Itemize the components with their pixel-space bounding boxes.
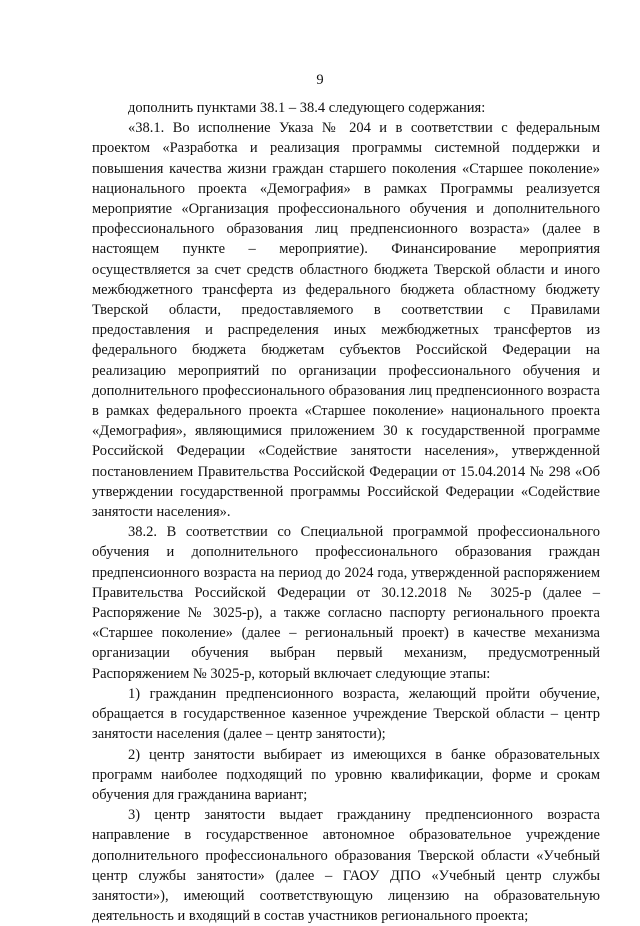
paragraph-intro: дополнить пунктами 38.1 – 38.4 следующего содержания: [128,100,486,116]
list-item-2: 2) центр занятости выбирает из имеющихся в банке образовательных программ наиболее подходящий по уровню квалификации, форме и срокам обучения для гражданина вариант; [92,746,600,803]
page-number: 9 [316,72,324,88]
paragraph-38-2: 38.2. В соответствии со Специальной программой профессионального обучения и дополнительного профессионального образования граждан предпенсионного возраста на период до 2024 года, утвержденной распоряжением Правительства Российской Федерации от 30.12.2018 № 3025-р (далее – Распоряжение № 3025-р), а также согласно паспорту регионального проекта «Старшее поколение» (далее – региональный проект) в качестве механизма организации обучения выбран первый механизм, предусмотренный Распоряжением № 3025-р, который включает следующие этапы: [92,524,600,682]
list-item-3: 3) центр занятости выдает гражданину предпенсионного возраста направление в государственное автономное образовательное учреждение дополнительного профессионального образования Тверской области «Учебный центр службы занятости» (далее – ГАОУ ДПО «Учебный центр службы занятости»), имеющий соответствующую лицензию на образовательную деятельность и входящий в состав участников регионального проекта; [92,807,600,925]
paragraph-38-1: «38.1. Во исполнение Указа № 204 и в соответствии с федеральным проектом «Разработка и реализация программы системной поддержки и повышения качества жизни граждан старшего поколения «Старшее поколение» национального проекта «Демография» в рамках Программы реализуется мероприятие «Организация профессионального обучения и дополнительного профессионального образования лиц предпенсионного возраста» (далее в настоящем пункте – мероприятие). Финансирование мероприятия осуществляется за счет средств областного бюджета Тверской области и иного межбюджетного трансферта из федерального бюджета областному бюджету Тверской области, предоставляемого в соответствии с Правилами предоставления и распределения иных межбюджетных трансфертов из федерального бюджета бюджетам субъектов Российской Федерации на реализацию мероприятий по организации профессионального обучения и дополнительного профессионального образования лиц предпенсионного возраста в рамках федерального проекта «Старшее поколение» национального проекта «Демография», являющимися приложением 30 к государственной программе Российской Федерации «Содействие занятости населения», утвержденной постановлением Правительства Российской Федерации от 15.04.2014 № 298 «Об утверждении государственной программы Российской Федерации «Содействие занятости населения». [92,120,600,521]
list-item-1: 1) гражданин предпенсионного возраста, желающий пройти обучение, обращается в государственное казенное учреждение Тверской области – центр занятости населения (далее – центр занятости); [92,685,600,743]
document-body [92,98,600,926]
